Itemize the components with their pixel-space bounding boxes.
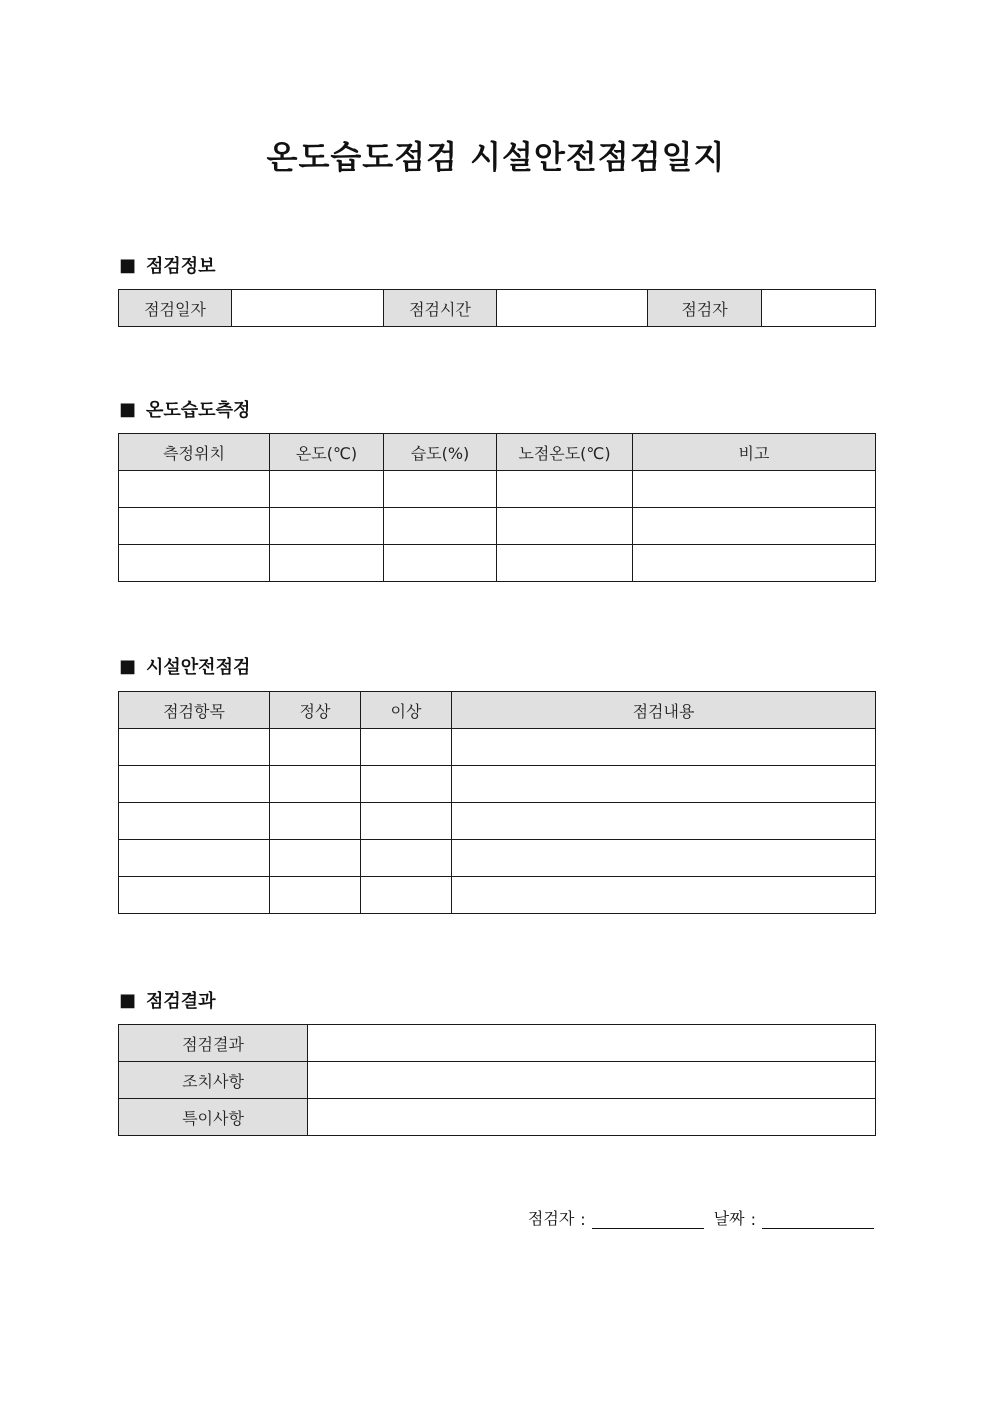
signature-inspector-label: 점검자 xyxy=(527,1209,575,1228)
table-cell[interactable] xyxy=(270,508,384,545)
table-cell[interactable] xyxy=(119,545,270,582)
table-row xyxy=(119,803,876,840)
table-cell[interactable] xyxy=(633,545,876,582)
table-cell[interactable] xyxy=(497,508,633,545)
table-cell[interactable] xyxy=(270,729,361,766)
inspector-label: 점검자 xyxy=(648,290,762,327)
section-heading-label: 온도습도측정 xyxy=(146,400,251,421)
table-cell[interactable] xyxy=(119,803,270,840)
section-heading-safety xyxy=(119,654,250,678)
section-heading-label: 시설안전점검 xyxy=(146,657,251,678)
signature-date-field[interactable] xyxy=(762,1210,874,1229)
inspection-time-label: 점검시간 xyxy=(384,290,497,327)
table-cell[interactable] xyxy=(270,840,361,877)
section-heading-label: 점검결과 xyxy=(146,991,216,1012)
section-heading-measure xyxy=(119,397,250,421)
column-header-item: 점검항목 xyxy=(119,692,270,729)
table-cell[interactable] xyxy=(361,803,452,840)
action-field[interactable] xyxy=(308,1062,876,1099)
column-header-details: 점검내용 xyxy=(452,692,876,729)
action-label: 조치사항 xyxy=(119,1062,308,1099)
table-cell[interactable] xyxy=(119,877,270,914)
facility-safety-table xyxy=(118,691,876,914)
signature-inspector-field[interactable] xyxy=(592,1210,704,1229)
table-row xyxy=(119,766,876,803)
table-cell[interactable] xyxy=(361,877,452,914)
inspection-time-field[interactable] xyxy=(497,290,648,327)
column-header-temperature: 온도(℃) xyxy=(270,434,384,471)
table-cell[interactable] xyxy=(452,840,876,877)
table-header-row xyxy=(119,434,876,471)
square-bullet-icon: ■ xyxy=(119,398,137,420)
table-cell[interactable] xyxy=(270,471,384,508)
table-cell[interactable] xyxy=(452,729,876,766)
table-row xyxy=(119,1062,876,1099)
table-cell[interactable] xyxy=(119,508,270,545)
section-heading-info xyxy=(119,253,216,277)
table-cell[interactable] xyxy=(361,840,452,877)
table-row xyxy=(119,545,876,582)
table-cell[interactable] xyxy=(119,471,270,508)
inspection-date-label: 점검일자 xyxy=(119,290,232,327)
section-heading-label: 점검정보 xyxy=(146,256,216,277)
table-cell[interactable] xyxy=(452,877,876,914)
column-header-dew-point: 노점온도(℃) xyxy=(497,434,633,471)
table-cell[interactable] xyxy=(270,877,361,914)
column-header-abnormal: 이상 xyxy=(361,692,452,729)
signature-separator: : xyxy=(580,1210,586,1229)
temperature-humidity-table xyxy=(118,433,876,582)
table-row xyxy=(119,729,876,766)
column-header-remarks: 비고 xyxy=(633,434,876,471)
table-row xyxy=(119,1099,876,1136)
inspector-field[interactable] xyxy=(762,290,876,327)
table-cell[interactable] xyxy=(361,766,452,803)
remarks-label: 특이사항 xyxy=(119,1099,308,1136)
table-cell[interactable] xyxy=(361,729,452,766)
signature-date-label: 날짜 xyxy=(713,1209,745,1228)
square-bullet-icon: ■ xyxy=(119,989,137,1011)
table-row xyxy=(119,508,876,545)
inspection-date-field[interactable] xyxy=(232,290,384,327)
square-bullet-icon: ■ xyxy=(119,254,137,276)
table-cell[interactable] xyxy=(119,766,270,803)
column-header-normal: 정상 xyxy=(270,692,361,729)
table-cell[interactable] xyxy=(119,840,270,877)
table-cell[interactable] xyxy=(633,471,876,508)
table-row xyxy=(119,1025,876,1062)
table-row xyxy=(119,840,876,877)
column-header-humidity: 습도(%) xyxy=(384,434,497,471)
table-cell[interactable] xyxy=(633,508,876,545)
table-row xyxy=(119,290,876,327)
square-bullet-icon: ■ xyxy=(119,655,137,677)
signature-line xyxy=(528,1206,874,1229)
inspection-info-table xyxy=(118,289,876,327)
remarks-field[interactable] xyxy=(308,1099,876,1136)
inspection-result-table xyxy=(118,1024,876,1136)
table-cell[interactable] xyxy=(119,729,270,766)
table-cell[interactable] xyxy=(452,803,876,840)
table-cell[interactable] xyxy=(384,545,497,582)
column-header-location: 측정위치 xyxy=(119,434,270,471)
table-cell[interactable] xyxy=(384,508,497,545)
table-header-row xyxy=(119,692,876,729)
table-cell[interactable] xyxy=(384,471,497,508)
result-label: 점검결과 xyxy=(119,1025,308,1062)
section-heading-result xyxy=(119,988,216,1012)
table-cell[interactable] xyxy=(497,471,633,508)
document-title: 온도습도점검 시설안전점검일지 xyxy=(266,138,726,176)
table-cell[interactable] xyxy=(452,766,876,803)
table-row xyxy=(119,877,876,914)
result-field[interactable] xyxy=(308,1025,876,1062)
table-row xyxy=(119,471,876,508)
signature-separator: : xyxy=(750,1210,756,1229)
table-cell[interactable] xyxy=(270,766,361,803)
table-cell[interactable] xyxy=(270,545,384,582)
table-cell[interactable] xyxy=(270,803,361,840)
table-cell[interactable] xyxy=(497,545,633,582)
